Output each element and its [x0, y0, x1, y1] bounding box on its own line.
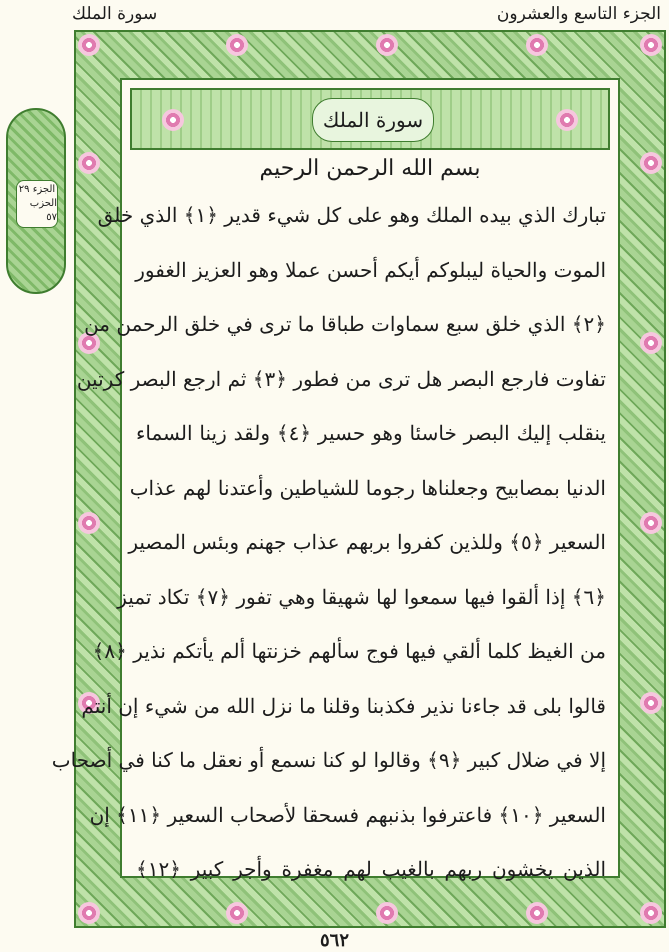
flower-ornament-icon [640, 152, 662, 174]
juz-number: الجزء ٢٩ [18, 184, 56, 195]
text-line: الدنيا بمصابيح وجعلناها رجوما للشياطين وأعتدنا لهم عذاب [129, 475, 606, 500]
hizb-number: الحزب ٥٧ [29, 198, 57, 223]
flower-ornament-icon [640, 34, 662, 56]
text-line: تفاوت فارجع البصر هل ترى من فطور ﴿٣﴾ ثم ارجع البصر كرتين [76, 366, 606, 391]
text-line: إلا في ضلال كبير ﴿٩﴾ وقالوا لو كنا نسمع أو نعقل ما كنا في أصحاب [51, 748, 606, 772]
flower-ornament-icon [640, 692, 662, 714]
sura-header: سورة الملك [72, 4, 158, 24]
flower-ornament-icon [78, 34, 100, 56]
text-line: ﴿٦﴾ إذا ألقوا فيها سمعوا لها شهيقا وهي تفور ﴿٧﴾ تكاد تميز [117, 584, 606, 609]
sura-heading-title: سورة الملك [312, 98, 434, 142]
text-line: قالوا بلى قد جاءنا نذير فكذبنا وقلنا ما نزل الله من شيء إن أنتم [81, 693, 606, 718]
sura-heading-box [130, 88, 610, 150]
basmala: بسم الله الرحمن الرحيم [259, 156, 481, 181]
text-line: الموت والحياة ليبلوكم أيكم أحسن عملا وهو العزيز الغفور [135, 257, 606, 282]
flower-ornament-icon [78, 512, 100, 534]
flower-ornament-icon [556, 109, 578, 131]
flower-ornament-icon [78, 152, 100, 174]
flower-ornament-icon [526, 34, 548, 56]
juz-hizb-label [16, 180, 58, 228]
juz-header: الجزء التاسع والعشرون [496, 4, 661, 24]
flower-ornament-icon [162, 109, 184, 131]
flower-ornament-icon [376, 902, 398, 924]
verse-text [51, 188, 606, 897]
text-line: السعير ﴿٥﴾ وللذين كفروا بربهم عذاب جهنم وبئس المصير [128, 530, 606, 554]
page-number: ٥٦٢ [319, 930, 349, 951]
flower-ornament-icon [226, 34, 248, 56]
flower-ornament-icon [526, 902, 548, 924]
juz-side-marker [6, 108, 66, 294]
flower-ornament-icon [226, 902, 248, 924]
flower-ornament-icon [640, 332, 662, 354]
text-line: ﴿٢﴾ الذي خلق سبع سماوات طباقا ما ترى في خلق الرحمن من [84, 312, 606, 336]
text-line: تبارك الذي بيده الملك وهو على كل شيء قدير ﴿١﴾ الذي خلق [97, 203, 606, 227]
text-line: ينقلب إليك البصر خاسئا وهو حسير ﴿٤﴾ ولقد زينا السماء [136, 421, 606, 445]
flower-ornament-icon [78, 902, 100, 924]
flower-ornament-icon [640, 902, 662, 924]
flower-ornament-icon [640, 512, 662, 534]
text-line: السعير ﴿١٠﴾ فاعترفوا بذنبهم فسحقا لأصحاب السعير ﴿١١﴾ إن [89, 802, 606, 827]
flower-ornament-icon [376, 34, 398, 56]
text-line: من الغيظ كلما ألقي فيها فوج سألهم خزنتها ألم يأتكم نذير ﴿٨﴾ [92, 639, 606, 663]
text-line: الذين يخشون ربهم بالغيب لهم مغفرة وأجر كبير ﴿١٢﴾ [136, 857, 606, 881]
